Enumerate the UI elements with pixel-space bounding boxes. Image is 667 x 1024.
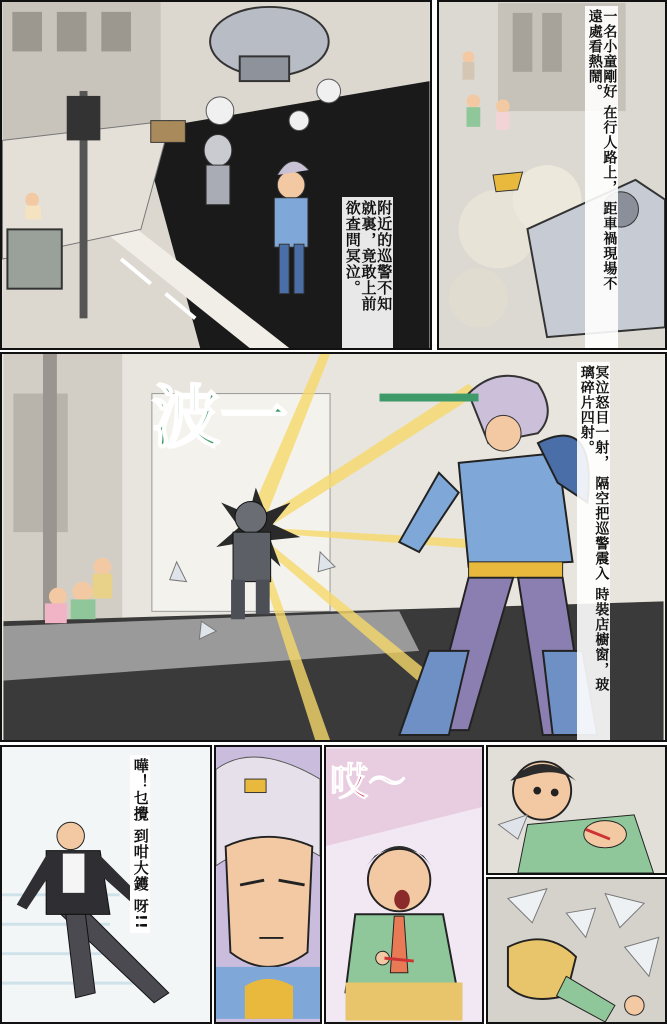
panel4-speech xyxy=(130,755,150,933)
speech-line: 到咁大鑊 xyxy=(131,828,150,893)
caption-line: 欲查問冥泣。 xyxy=(343,200,362,296)
panel6-sfx: 哎〜 xyxy=(330,759,407,804)
caption-line: 在行人路上， xyxy=(601,104,618,195)
panel-glass-shards xyxy=(486,877,667,1024)
panel-street-crash xyxy=(0,0,432,350)
caption-line: 距車禍現場不 xyxy=(601,200,618,291)
panel-kid-closeup xyxy=(486,745,667,875)
speech-line: 嘩！乜攪 xyxy=(131,758,150,822)
caption-line: 隔空把巡警震入 xyxy=(593,475,610,581)
panel-running-man xyxy=(0,745,212,1024)
panel-kid-watching xyxy=(437,0,667,350)
panel-kid-scream xyxy=(324,745,484,1024)
speech-line: 呀!! xyxy=(131,898,150,931)
panel1-caption xyxy=(342,197,393,348)
caption-line: 冥泣怒目一射， xyxy=(593,365,610,470)
kid-watching-art xyxy=(439,2,665,348)
panel2-caption xyxy=(585,6,618,348)
glass-shards-art xyxy=(488,879,665,1022)
panel3-sfx: 波一 xyxy=(152,378,289,458)
window-blast-art xyxy=(2,354,665,740)
caption-line: 遠處看熱鬧。 xyxy=(586,9,603,99)
caption-line: 附近的巡警不知 xyxy=(375,200,394,312)
panel-window-blast xyxy=(0,352,667,742)
running-man-art xyxy=(2,747,210,1022)
hero-closeup-art xyxy=(216,747,320,1022)
caption-line: 時裝店櫥窗，玻 xyxy=(593,586,610,692)
kid-closeup-art xyxy=(488,747,665,873)
caption-line: 就裏，竟敢上前 xyxy=(359,200,378,312)
caption-line: 一名小童剛好 xyxy=(601,9,618,99)
panel-hero-closeup xyxy=(214,745,322,1024)
caption-line: 璃碎片四射。 xyxy=(578,365,595,455)
panel3-caption xyxy=(577,362,610,740)
